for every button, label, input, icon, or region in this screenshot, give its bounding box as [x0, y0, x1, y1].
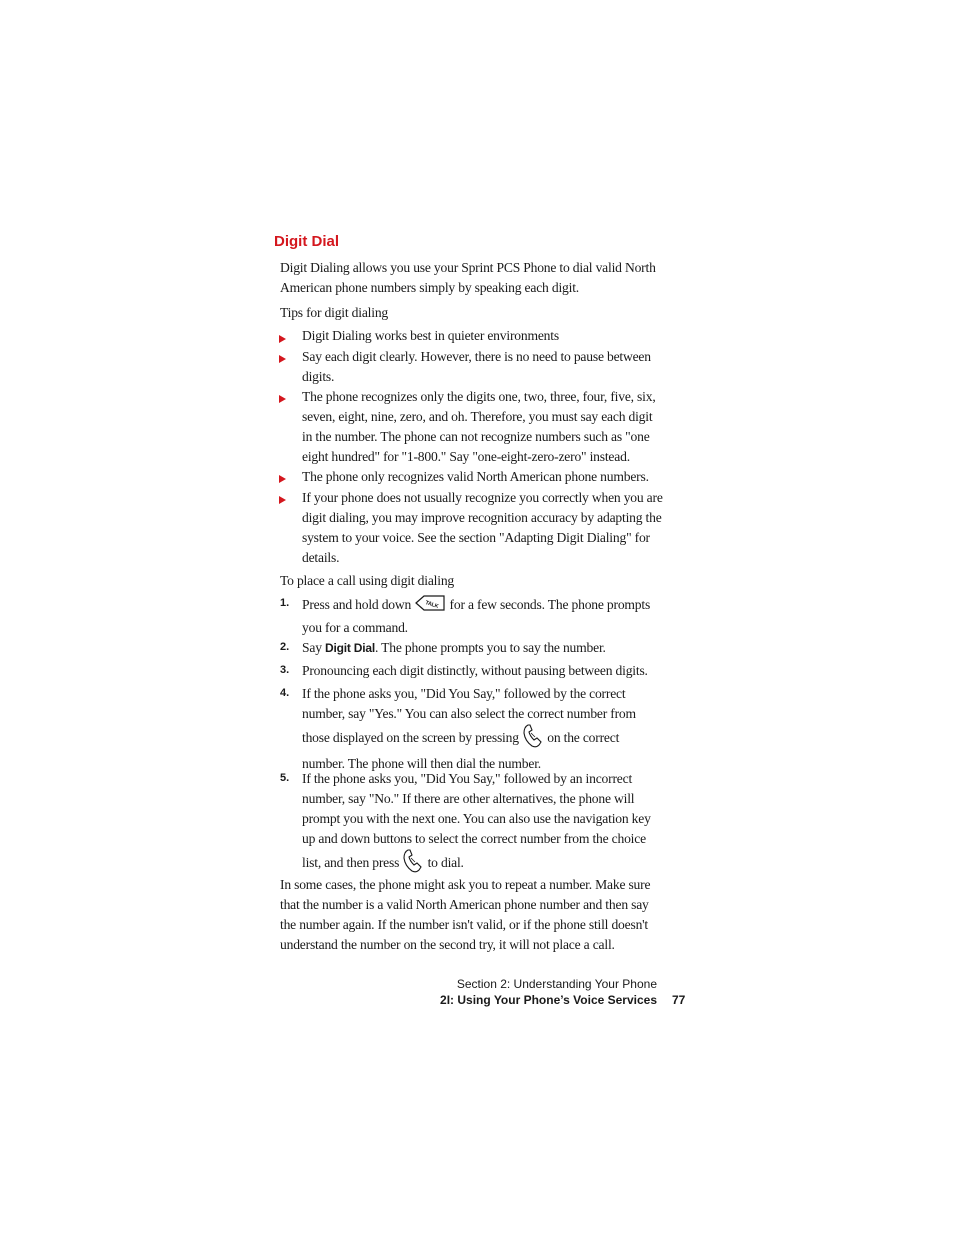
step-item — [302, 638, 664, 658]
step-text: Press and hold down — [302, 597, 412, 613]
step-text: for a few seconds. The phone prompts you for a command. — [302, 597, 651, 635]
step-number: 3. — [280, 664, 290, 676]
talk-key-icon — [414, 594, 446, 618]
talk-key-label: TALK — [424, 600, 440, 610]
step-item — [302, 684, 664, 774]
step-text: If the phone asks you, "Did You Say," followed by an incorrect number, say "No." If there are other alternatives, the phone will prompt you with the next one. You can also use the navigation key up and down buttons to select the correct number from the choice list, and then press — [302, 771, 651, 871]
digit-dial-command: Digit Dial — [325, 641, 376, 655]
steps-heading: To place a call using digit dialing — [280, 573, 455, 588]
tips-heading: Tips for digit dialing — [280, 305, 389, 320]
bullet-arrow-icon — [279, 475, 286, 483]
step-number: 2. — [280, 641, 290, 653]
step-item — [302, 769, 664, 879]
step-text: on the correct number. The phone will then dial the number. — [302, 730, 620, 771]
tip-item: The phone recognizes only the digits one, two, three, four, five, six, seven, eight, nine, zero, and oh. Therefore, you must say each digit in the number. The phone can not recognize numbers such as "one eight hundred" for "1-800." Say "one-eight-zero-zero" instead. — [302, 389, 656, 464]
bullet-arrow-icon — [279, 335, 286, 343]
step-number: 1. — [280, 597, 290, 609]
section-title: Digit Dial — [274, 233, 340, 250]
tip-item: If your phone does not usually recognize you correctly when you are digit dialing, you may improve recognition accuracy by adapting the system to your voice. See the section "Adapting Digit Dialing" for details. — [302, 490, 663, 565]
step-number: 4. — [280, 687, 290, 699]
closing-paragraph: In some cases, the phone might ask you to repeat a number. Make sure that the number is a valid North American phone number and then say the number again. If the number isn't valid, or if the phone still doesn't understand the number on the second try, it will not place a call. — [280, 877, 651, 952]
bullet-arrow-icon — [279, 355, 286, 363]
phone-key-icon — [522, 724, 544, 754]
intro-paragraph: Digit Dialing allows you use your Sprint PCS Phone to dial valid North American phone numbers simply by speaking each digit. — [280, 260, 656, 295]
tip-item: Say each digit clearly. However, there is no need to pause between digits. — [302, 349, 651, 384]
footer-chapter: 2I: Using Your Phone’s Voice Services — [440, 993, 657, 1007]
footer-section: Section 2: Understanding Your Phone — [456, 977, 657, 991]
step-text: . The phone prompts you to say the number. — [375, 640, 606, 655]
step-text: Say — [302, 640, 325, 655]
step-item: Pronouncing each digit distinctly, without pausing between digits. — [302, 663, 648, 678]
step-text: to dial. — [427, 855, 464, 871]
step-number: 5. — [280, 772, 290, 784]
page-number: 77 — [672, 993, 686, 1007]
step-text: If the phone asks you, "Did You Say," followed by the correct number, say "Yes." You can also select the correct number from those displayed on the screen by pressing — [302, 686, 636, 746]
bullet-arrow-icon — [279, 496, 286, 504]
tip-item: Digit Dialing works best in quieter environments — [302, 328, 559, 343]
step-item — [302, 594, 664, 638]
tip-item: The phone only recognizes valid North American phone numbers. — [302, 469, 649, 484]
bullet-arrow-icon — [279, 395, 286, 403]
